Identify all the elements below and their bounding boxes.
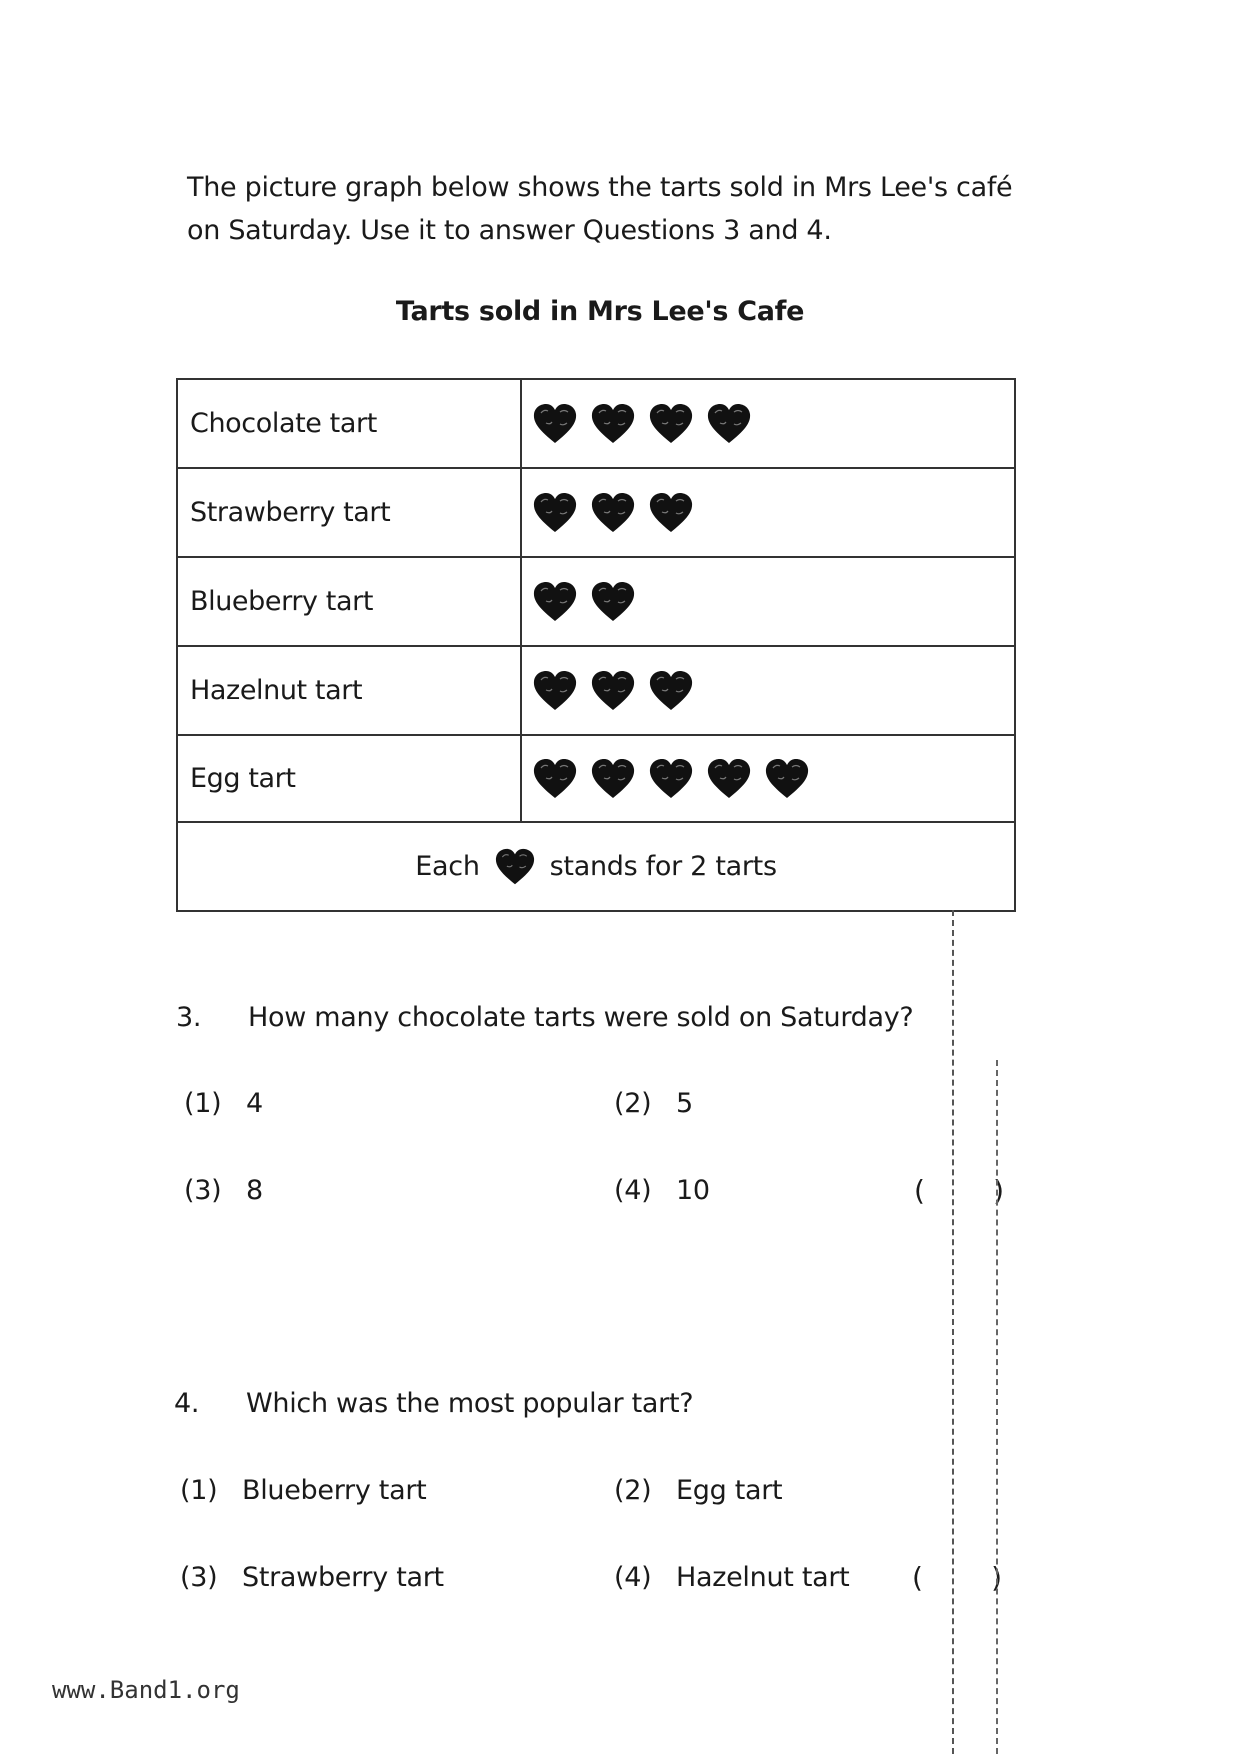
heart-icon (532, 758, 578, 800)
option-text: 4 (246, 1088, 263, 1119)
category-label: Egg tart (178, 736, 522, 821)
option-text: Blueberry tart (242, 1475, 427, 1506)
q4-option-1[interactable] (180, 1475, 426, 1506)
option-number: (4) (614, 1175, 652, 1206)
category-label: Hazelnut tart (178, 647, 522, 734)
heart-icon (706, 403, 752, 445)
heart-icon (590, 492, 636, 534)
category-label: Strawberry tart (178, 469, 522, 556)
heart-icon (532, 403, 578, 445)
q4-option-3[interactable] (180, 1562, 444, 1593)
graph-row (176, 378, 1016, 467)
intro-text (187, 166, 1067, 252)
heart-icon (648, 492, 694, 534)
icon-row (522, 380, 1014, 467)
graph-title: Tarts sold in Mrs Lee's Cafe (395, 296, 805, 327)
answer-close-paren: ) (993, 1174, 1004, 1207)
heart-icon (764, 758, 810, 800)
q4-option-4[interactable] (614, 1562, 849, 1593)
key-prefix: Each (415, 851, 480, 882)
option-number: (4) (614, 1562, 652, 1593)
graph-key (176, 823, 1016, 912)
q3-option-2[interactable] (614, 1088, 693, 1119)
picture-graph (176, 378, 1016, 912)
option-number: (3) (184, 1175, 222, 1206)
graph-row (176, 734, 1016, 823)
icon-row (522, 558, 1014, 645)
heart-icon (648, 403, 694, 445)
footer-url: www.Band1.org (52, 1676, 240, 1704)
heart-icon (532, 581, 578, 623)
option-text: 8 (246, 1175, 263, 1206)
heart-icon (648, 758, 694, 800)
icon-row (522, 736, 1014, 821)
heart-icon (590, 581, 636, 623)
graph-row (176, 467, 1016, 556)
heart-icon (494, 848, 536, 886)
heart-icon (590, 758, 636, 800)
question-text: Which was the most popular tart? (246, 1388, 694, 1419)
graph-row (176, 556, 1016, 645)
option-number: (3) (180, 1562, 218, 1593)
heart-icon (590, 403, 636, 445)
q3-option-4[interactable] (614, 1175, 710, 1206)
answer-close-paren: ) (991, 1561, 1002, 1594)
q4-option-2[interactable] (614, 1475, 782, 1506)
q3-option-3[interactable] (184, 1175, 263, 1206)
option-number: (1) (180, 1475, 218, 1506)
intro-line-1: The picture graph below shows the tarts sold in Mrs Lee's café (187, 172, 1013, 203)
heart-icon (532, 670, 578, 712)
option-text: Egg tart (676, 1475, 783, 1506)
heart-icon (648, 670, 694, 712)
option-text: 10 (676, 1175, 710, 1206)
answer-open-paren: ( (914, 1174, 925, 1207)
option-number: (1) (184, 1088, 222, 1119)
graph-row (176, 645, 1016, 734)
key-suffix: stands for 2 tarts (549, 851, 777, 882)
option-number: (2) (614, 1475, 652, 1506)
margin-line (952, 910, 954, 1754)
question-number: 4. (174, 1388, 200, 1419)
option-text: 5 (676, 1088, 693, 1119)
option-text: Hazelnut tart (676, 1562, 850, 1593)
intro-line-2: on Saturday. Use it to answer Questions 3 and 4. (187, 215, 832, 246)
option-number: (2) (614, 1088, 652, 1119)
margin-line-inner (996, 1060, 998, 1754)
icon-row (522, 469, 1014, 556)
category-label: Chocolate tart (178, 380, 522, 467)
heart-icon (706, 758, 752, 800)
question-number: 3. (176, 1002, 202, 1033)
icon-row (522, 647, 1014, 734)
category-label: Blueberry tart (178, 558, 522, 645)
option-text: Strawberry tart (242, 1562, 444, 1593)
heart-icon (532, 492, 578, 534)
question-text: How many chocolate tarts were sold on Saturday? (248, 1002, 914, 1033)
q3-option-1[interactable] (184, 1088, 263, 1119)
answer-open-paren: ( (912, 1561, 923, 1594)
heart-icon (590, 670, 636, 712)
